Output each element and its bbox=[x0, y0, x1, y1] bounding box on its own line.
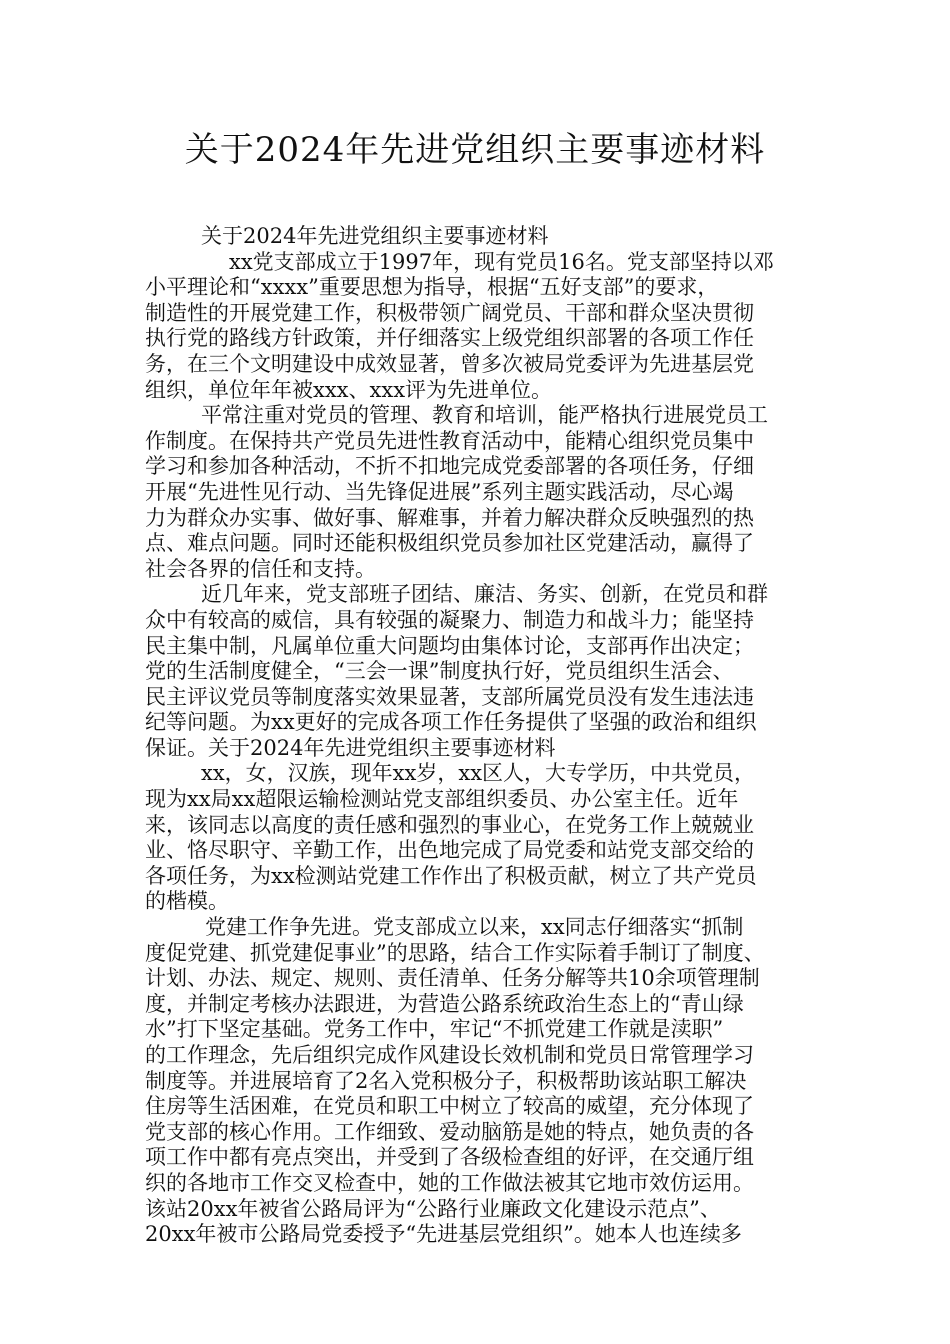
paragraph-line: 点、难点问题。同时还能积极组织党员参加社区党建活动，赢得了 bbox=[145, 531, 754, 556]
paragraph-line: 的楷模。 bbox=[145, 889, 229, 914]
subtitle-line: 关于2024年先进党组织主要事迹材料 bbox=[201, 224, 549, 248]
paragraph-line: xx，女，汉族，现年xx岁，xx区人，大专学历，中共党员， bbox=[201, 761, 756, 786]
paragraph-line: 开展“先进性见行动、当先锋促进展”系列主题实践活动，尽心竭 bbox=[145, 479, 734, 504]
paragraph-line: 学习和参加各种活动，不折不扣地完成党委部署的各项任务，仔细 bbox=[145, 454, 754, 479]
paragraph-line: 住房等生活困难，在党员和职工中树立了较高的威望，充分体现了 bbox=[145, 1094, 754, 1119]
paragraph-line: 20xx年被市公路局党委授予“先进基层党组织”。她本人也连续多 bbox=[145, 1222, 742, 1247]
paragraph-line: 各项任务，为xx检测站党建工作作出了积极贡献，树立了共产党员 bbox=[145, 863, 757, 888]
paragraph-line: 众中有较高的威信，具有较强的凝聚力、制造力和战斗力；能坚持 bbox=[145, 607, 754, 632]
paragraph-line: 的工作理念，先后组织完成作风建设长效机制和党员日常管理学习 bbox=[145, 1043, 754, 1067]
paragraph-line: 民主集中制，凡属单位重大问题均由集体讨论，支部再作出决定； bbox=[145, 633, 754, 658]
document-body bbox=[145, 224, 825, 1248]
paragraph-line: 制度等。并进展培育了2名入党积极分子，积极帮助该站职工解决 bbox=[145, 1068, 747, 1093]
paragraph-line: 项工作中都有亮点突出，并受到了各级检查组的好评，在交通厅组 bbox=[145, 1145, 754, 1170]
paragraph-line: 力为群众办实事、做好事、解难事，并着力解决群众反映强烈的热 bbox=[145, 505, 754, 530]
paragraph-line: 纪等问题。为xx更好的完成各项工作任务提供了坚强的政治和组织 bbox=[145, 710, 757, 735]
paragraph-line: 度，并制定考核办法跟进，为营造公路系统政治生态上的“青山绿 bbox=[145, 991, 744, 1016]
paragraph-line: 水”打下坚定基础。党务工作中，牢记“不抓党建工作就是渎职” bbox=[145, 1017, 724, 1042]
paragraph-line: 织的各地市工作交叉检查中，她的工作做法被其它地市效仿运用。 bbox=[145, 1170, 754, 1195]
paragraph-line: 平常注重对党员的管理、教育和培训，能严格执行进展党员工 bbox=[201, 403, 768, 428]
paragraph-line: 制造性的开展党建工作，积极带领广阔党员、干部和群众坚决贯彻 bbox=[145, 300, 754, 325]
paragraph-line: 计划、办法、规定、规则、责任清单、任务分解等共10余项管理制 bbox=[145, 966, 760, 991]
paragraph-line: 度促党建、抓党建促事业”的思路，结合工作实际着手制订了制度、 bbox=[145, 940, 765, 965]
paragraph-line: 务，在三个文明建设中成效显著，曾多次被局党委评为先进基层党 bbox=[145, 351, 754, 376]
paragraph-line: 业、恪尽职守、辛勤工作，出色地完成了局党委和站党支部交给的 bbox=[145, 838, 754, 863]
paragraph-line: 执行党的路线方针政策，并仔细落实上级党组织部署的各项工作任 bbox=[145, 326, 754, 351]
paragraph-line: 党建工作争先进。党支部成立以来，xx同志仔细落实“抓制 bbox=[205, 915, 744, 940]
document-title: 关于2024年先进党组织主要事迹材料 bbox=[184, 130, 766, 170]
paragraph-line: 现为xx局xx超限运输检测站党支部组织委员、办公室主任。近年 bbox=[145, 787, 739, 812]
paragraph-line: 近几年来，党支部班子团结、廉洁、务实、创新，在党员和群 bbox=[201, 582, 768, 607]
paragraph-line: 民主评议党员等制度落实效果显著，支部所属党员没有发生违法违 bbox=[145, 684, 754, 709]
paragraph-line: 党的生活制度健全，“三会一课”制度执行好，党员组织生活会、 bbox=[145, 659, 734, 684]
paragraph-line: 党支部的核心作用。工作细致、爱动脑筋是她的特点，她负责的各 bbox=[145, 1119, 754, 1144]
paragraph-line: 作制度。在保持共产党员先进性教育活动中，能精心组织党员集中 bbox=[145, 428, 754, 453]
paragraph-line: 该站20xx年被省公路局评为“公路行业廉政文化建设示范点”、 bbox=[145, 1196, 721, 1221]
paragraph-line: 小平理论和“xxxx”重要思想为指导，根据“五好支部”的要求， bbox=[145, 275, 719, 300]
paragraph-line: 来，该同志以高度的责任感和强烈的事业心，在党务工作上兢兢业 bbox=[145, 812, 754, 837]
paragraph-line: xx党支部成立于1997年，现有党员16名。党支部坚持以邓 bbox=[229, 249, 774, 274]
paragraph-line: 保证。关于2024年先进党组织主要事迹材料 bbox=[145, 735, 556, 760]
paragraph-line: 社会各界的信任和支持。 bbox=[145, 556, 376, 581]
paragraph-line: 组织，单位年年被xxx、xxx评为先进单位。 bbox=[145, 377, 553, 402]
